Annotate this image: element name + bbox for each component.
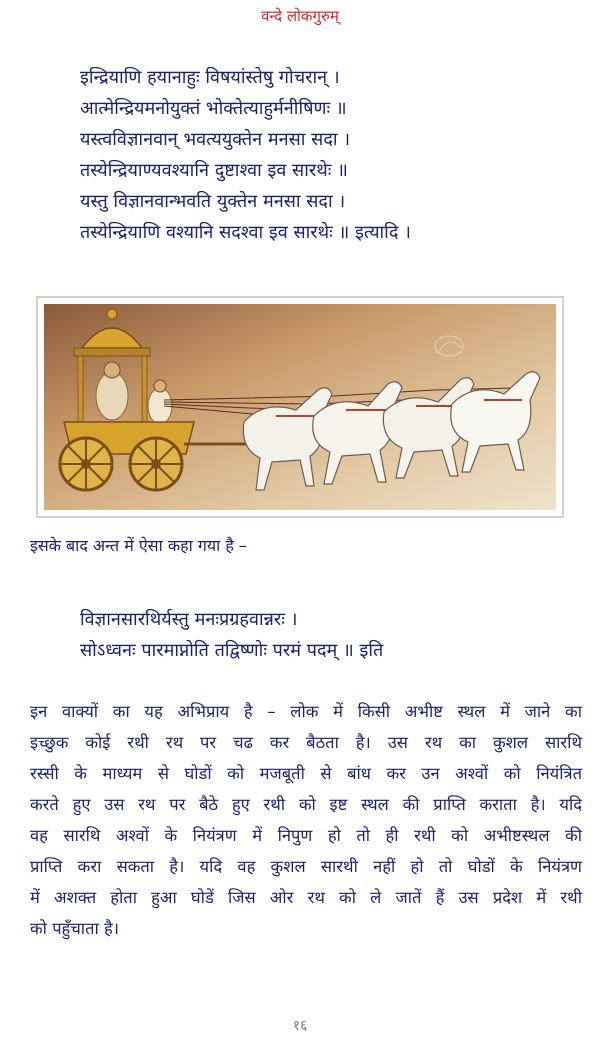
verse-line: तस्येन्द्रियाण्यवश्यानि दुष्टाश्वा इव सारथेः ॥	[80, 160, 348, 181]
verse-block-lower	[80, 604, 580, 666]
paragraph-line: रस्सी के माध्यम से घोडों को मजबूती से बांध कर उन अश्वों को नियंत्रित	[30, 764, 582, 783]
intro-text: इसके बाद अन्त में ऐसा कहा गया है –	[30, 536, 247, 555]
paragraph-line: इच्छुक कोई रथी रथ पर चढ कर बैठता है। उस रथ का कुशल सारथि	[30, 733, 582, 752]
verse-line: तस्येन्द्रियाणि वश्यानि सदश्वा इव सारथेः ॥ इत्यादि ।	[80, 222, 411, 243]
verse-line: आत्मेन्द्रियमनोयुक्तं भोक्तेत्याहुर्मनीषिणः ॥	[80, 98, 347, 119]
paragraph-line: वह सारथि अश्वों के नियंत्रण में निपुण हो तो ही रथी को अभीष्टस्थल की	[30, 826, 582, 845]
paragraph-line: करते हुए उस रथ पर बैठे हुए रथी को इष्ट स्थल की प्राप्ति कराता है। यदि	[30, 795, 582, 814]
paragraph-line: प्राप्ति करा सकता है। यदि वह कुशल सारथी नहीं हो तो घोडों के नियंत्रण	[30, 857, 582, 876]
chariot-horses-illustration	[44, 304, 556, 510]
verse-line: विज्ञानसारथिर्यस्तु मनःप्रग्रहवान्नरः ।	[80, 609, 298, 630]
verse-line: सोऽध्वनः पारमाप्नोति तद्विष्णोः परमं पदम् ॥ इति	[80, 640, 384, 661]
paragraph-line: इन वाक्यों का यह अभिप्राय है – लोक में किसी अभीष्ट स्थल में जाने का	[30, 702, 582, 721]
chariot-illustration	[36, 296, 564, 518]
paragraph-line: में अशक्त होता हुआ घोडें जिस ओर रथ को ले जातें हैं उस प्रदेश में रथी	[30, 888, 582, 907]
verse-block-upper	[80, 62, 580, 248]
verse-line: यस्त्वविज्ञानवान् भवत्ययुक्तेन मनसा सदा ।	[80, 129, 351, 150]
page-number: १६	[292, 1018, 308, 1034]
running-header: वन्दे लोकगुरुम्	[261, 7, 339, 25]
paragraph-line: को पहुँचाता है।	[30, 919, 120, 938]
verse-line: यस्तु विज्ञानवान्भवति युक्तेन मनसा सदा ।	[80, 191, 346, 212]
explanation-paragraph	[30, 696, 582, 944]
verse-line: इन्द्रियाणि हयानाहुः विषयांस्तेषु गोचरान् ।	[80, 67, 340, 88]
